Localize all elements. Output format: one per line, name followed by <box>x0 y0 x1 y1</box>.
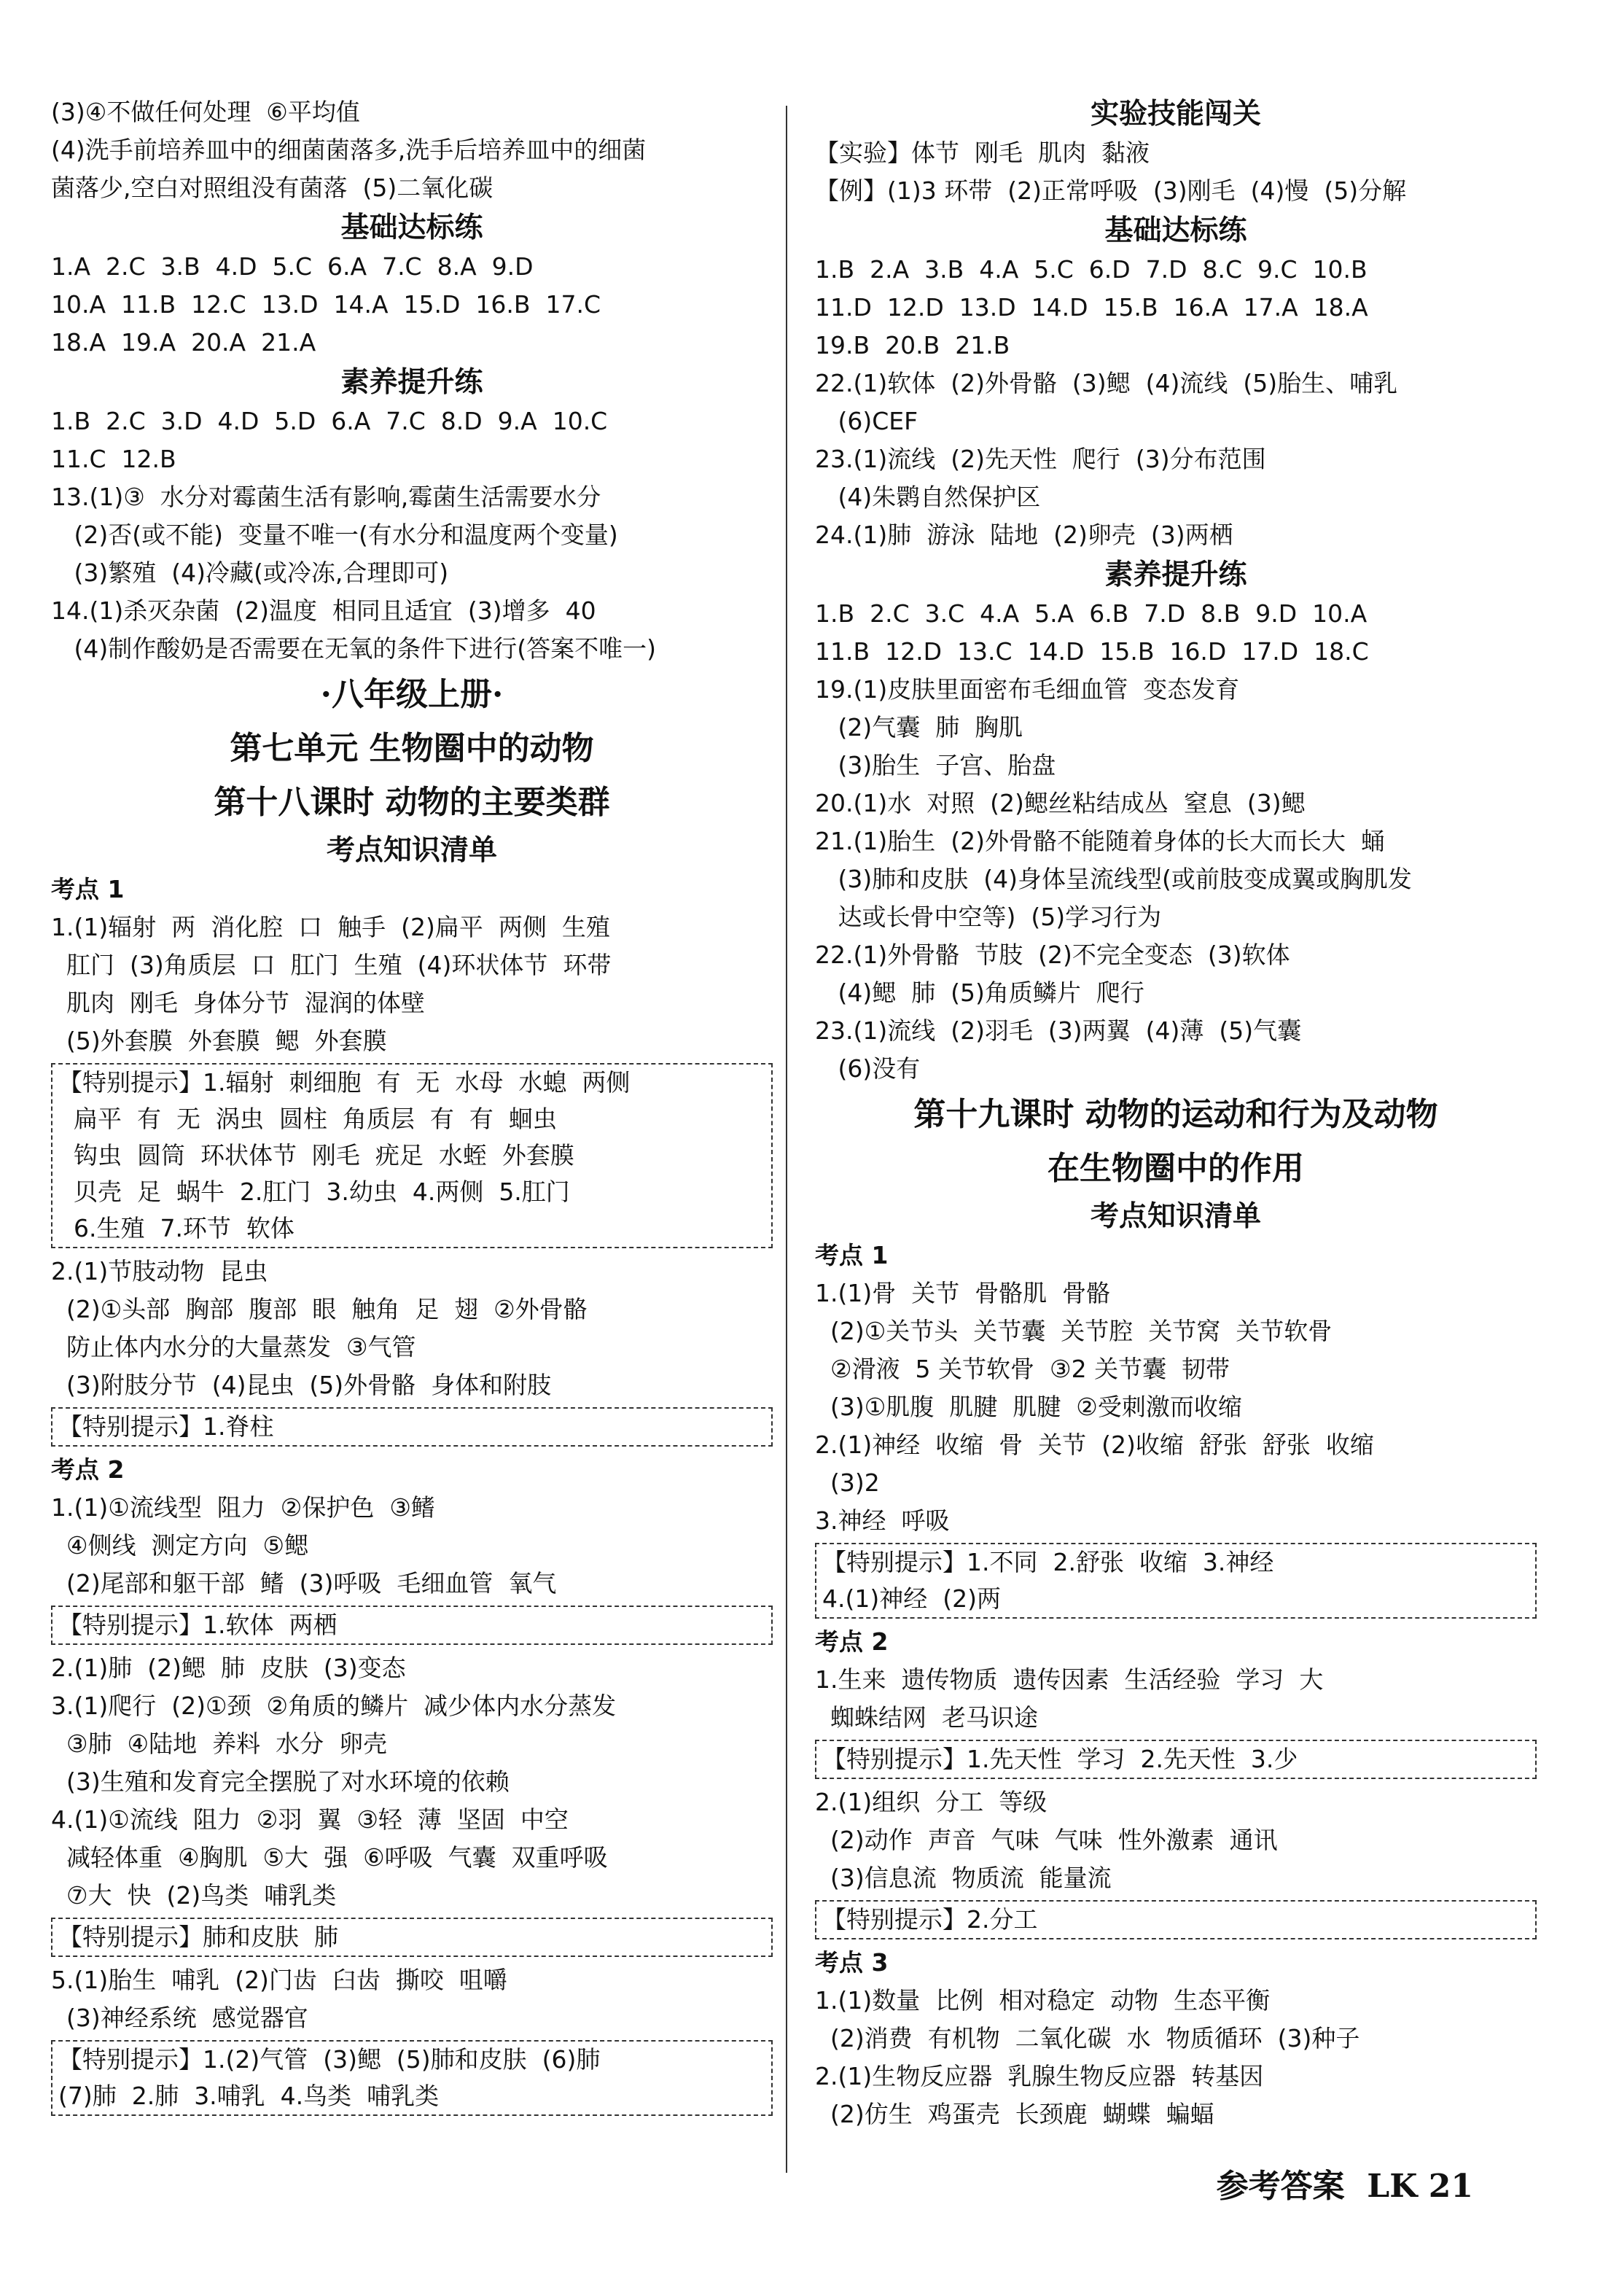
section-heading: 实验技能闯关 <box>1090 97 1261 131</box>
answer-line: 22.(1)软体 (2)外骨骼 (3)鳃 (4)流线 (5)胎生、哺乳 <box>815 369 1398 397</box>
answer-line: 23.(1)流线 (2)羽毛 (3)两翼 (4)薄 (5)气囊 <box>815 1016 1302 1045</box>
tip-line: 【特别提示】肺和皮肤 肺 <box>58 1923 338 1951</box>
answer-line: 1.(1)辐射 两 消化腔 口 触手 (2)扁平 两侧 生殖 <box>51 913 610 941</box>
answer-line: (2)尾部和躯干部 鳍 (3)呼吸 毛细血管 氧气 <box>51 1569 557 1598</box>
tip-line: 【特别提示】1.不同 2.舒张 收缩 3.神经 <box>822 1548 1274 1576</box>
answer-line: (6)没有 <box>815 1054 921 1083</box>
answer-line: ②滑液 5 关节软骨 ③2 关节囊 韧带 <box>815 1355 1230 1383</box>
answer-line: (2)①关节头 关节囊 关节腔 关节窝 关节软骨 <box>815 1317 1333 1345</box>
section-heading: 考点知识清单 <box>326 833 497 867</box>
answer-line: 2.(1)组织 分工 等级 <box>815 1788 1048 1816</box>
section-heading: 素养提升练 <box>340 365 483 399</box>
tip-box <box>815 1543 1537 1619</box>
section-heading: 在生物圈中的作用 <box>1048 1150 1304 1187</box>
answer-line: 【实验】体节 刚毛 肌肉 黏液 <box>815 139 1150 167</box>
answer-line: 1.(1)①流线型 阻力 ②保护色 ③鳍 <box>51 1493 435 1522</box>
answer-line: 14.(1)杀灭杂菌 (2)温度 相同且适宜 (3)增多 40 <box>51 596 596 625</box>
answer-line: 22.(1)外骨骼 节肢 (2)不完全变态 (3)软体 <box>815 941 1290 969</box>
tip-line: 贝壳 足 蜗牛 2.肛门 3.幼虫 4.两侧 5.肛门 <box>58 1178 570 1206</box>
answer-line: 蜘蛛结网 老马识途 <box>815 1703 1038 1732</box>
topic-label: 考点 1 <box>815 1241 889 1269</box>
answer-line: 1.(1)数量 比例 相对稳定 动物 生态平衡 <box>815 1986 1271 2015</box>
right-column <box>815 93 1537 2133</box>
answer-line: 2.(1)生物反应器 乳腺生物反应器 转基因 <box>815 2062 1264 2090</box>
tip-line: 【特别提示】1.先天性 学习 2.先天性 3.少 <box>822 1745 1298 1773</box>
section-heading: 第十九课时 动物的运动和行为及动物 <box>913 1096 1438 1133</box>
answer-line: (4)制作酸奶是否需要在无氧的条件下进行(答案不唯一) <box>51 634 656 663</box>
answer-line: (2)否(或不能) 变量不唯一(有水分和温度两个变量) <box>51 521 618 549</box>
tip-box <box>815 1740 1537 1779</box>
tip-line: 【特别提示】1.辐射 刺细胞 有 无 水母 水螅 两侧 <box>58 1068 631 1097</box>
answer-line: 1.B 2.C 3.C 4.A 5.A 6.B 7.D 8.B 9.D 10.A <box>815 599 1368 628</box>
section-heading: 考点知识清单 <box>1090 1199 1261 1233</box>
answer-line: (3)神经系统 感觉器官 <box>51 2004 308 2032</box>
section-heading: 第十八课时 动物的主要类群 <box>214 784 610 821</box>
tip-line: 【特别提示】1.软体 两栖 <box>58 1611 338 1639</box>
answer-line: 19.B 20.B 21.B <box>815 331 1010 359</box>
tip-line: 4.(1)神经 (2)两 <box>822 1584 1001 1613</box>
answer-line: 18.A 19.A 20.A 21.A <box>51 328 316 357</box>
page-footer: 参考答案 LK 21 <box>1216 2168 1473 2205</box>
answer-line: 13.(1)③ 水分对霉菌生活有影响,霉菌生活需要水分 <box>51 483 601 511</box>
answer-line: 1.B 2.C 3.D 4.D 5.D 6.A 7.C 8.D 9.A 10.C <box>51 407 608 435</box>
answer-line: (2)仿生 鸡蛋壳 长颈鹿 蝴蝶 蝙蝠 <box>815 2100 1214 2128</box>
answer-line: 防止体内水分的大量蒸发 ③气管 <box>51 1333 416 1361</box>
answer-line: 11.D 12.D 13.D 14.D 15.B 16.A 17.A 18.A <box>815 293 1368 322</box>
answer-line: ④侧线 测定方向 ⑤鳃 <box>51 1531 309 1560</box>
tip-box <box>815 1900 1537 1939</box>
answer-line: 4.(1)①流线 阻力 ②羽 翼 ③轻 薄 坚固 中空 <box>51 1805 569 1834</box>
answer-line: 2.(1)神经 收缩 骨 关节 (2)收缩 舒张 舒张 收缩 <box>815 1431 1374 1459</box>
answer-line: 21.(1)胎生 (2)外骨骼不能随着身体的长大而长大 蛹 <box>815 827 1385 855</box>
answer-line: (3)生殖和发育完全摆脱了对水环境的依赖 <box>51 1767 510 1796</box>
answer-line: 菌落少,空白对照组没有菌落 (5)二氧化碳 <box>51 174 493 202</box>
answer-line: 1.(1)骨 关节 骨骼肌 骨骼 <box>815 1279 1111 1307</box>
answer-line: (2)动作 声音 气味 气味 性外激素 通讯 <box>815 1826 1278 1854</box>
answer-line: 11.C 12.B <box>51 445 176 473</box>
answer-line: 减轻体重 ④胸肌 ⑤大 强 ⑥呼吸 气囊 双重呼吸 <box>51 1843 608 1872</box>
answer-line: 11.B 12.D 13.C 14.D 15.B 16.D 17.D 18.C <box>815 637 1369 666</box>
tip-line: 扁平 有 无 涡虫 圆柱 角质层 有 有 蛔虫 <box>58 1105 557 1133</box>
answer-line: 肌肉 刚毛 身体分节 湿润的体壁 <box>51 989 425 1017</box>
section-heading: 第七单元 生物圈中的动物 <box>230 730 594 767</box>
tip-box <box>51 2040 773 2116</box>
answer-line: 19.(1)皮肤里面密布毛细血管 变态发育 <box>815 675 1240 704</box>
tip-line: 6.生殖 7.环节 软体 <box>58 1214 294 1242</box>
answer-line: (2)气囊 肺 胸肌 <box>815 713 1023 742</box>
answer-line: ⑦大 快 (2)鸟类 哺乳类 <box>51 1881 337 1910</box>
answer-line: 肛门 (3)角质层 口 肛门 生殖 (4)环状体节 环带 <box>51 951 612 979</box>
answer-line: (5)外套膜 外套膜 鳃 外套膜 <box>51 1027 387 1055</box>
tip-box <box>51 1918 773 1957</box>
answer-line: (3)2 <box>815 1468 880 1497</box>
section-heading: ·八年级上册· <box>320 676 504 713</box>
tip-box <box>51 1407 773 1447</box>
answer-line: 2.(1)节肢动物 昆虫 <box>51 1257 268 1285</box>
answer-line: (3)胎生 子宫、胎盘 <box>815 751 1056 779</box>
answer-line: 3.神经 呼吸 <box>815 1506 950 1535</box>
answer-line: 1.生来 遗传物质 遗传因素 生活经验 学习 大 <box>815 1665 1324 1694</box>
tip-line: 【特别提示】1.脊柱 <box>58 1412 274 1441</box>
topic-label: 考点 2 <box>815 1627 889 1656</box>
answer-line: (3)肺和皮肤 (4)身体呈流线型(或前肢变成翼或胸肌发 <box>815 865 1412 893</box>
tip-line: 【特别提示】1.(2)气管 (3)鳃 (5)肺和皮肤 (6)肺 <box>58 2045 601 2074</box>
section-heading: 基础达标练 <box>1104 214 1247 247</box>
answer-line: (3)信息流 物质流 能量流 <box>815 1864 1112 1892</box>
answer-line: 1.B 2.A 3.B 4.A 5.C 6.D 7.D 8.C 9.C 10.B <box>815 255 1368 284</box>
answer-line: 10.A 11.B 12.C 13.D 14.A 15.D 16.B 17.C <box>51 290 601 319</box>
answer-line: ③肺 ④陆地 养料 水分 卵壳 <box>51 1729 388 1758</box>
answer-line: 达或长骨中空等) (5)学习行为 <box>815 903 1162 931</box>
answer-line: (6)CEF <box>815 407 918 435</box>
answer-line: (3)①肌腹 肌腱 肌腱 ②受刺激而收缩 <box>815 1393 1242 1421</box>
answer-line: 24.(1)肺 游泳 陆地 (2)卵壳 (3)两栖 <box>815 521 1233 549</box>
answer-line: (3)繁殖 (4)冷藏(或冷冻,合理即可) <box>51 559 449 587</box>
answer-line: 1.A 2.C 3.B 4.D 5.C 6.A 7.C 8.A 9.D <box>51 252 534 281</box>
answer-line: (4)朱鹮自然保护区 <box>815 483 1041 511</box>
tip-line: 钩虫 圆筒 环状体节 刚毛 疣足 水蛭 外套膜 <box>58 1141 574 1170</box>
left-column <box>51 93 773 2120</box>
answer-line: (2)消费 有机物 二氧化碳 水 物质循环 (3)种子 <box>815 2024 1360 2052</box>
topic-label: 考点 3 <box>815 1948 889 1977</box>
answer-line: 23.(1)流线 (2)先天性 爬行 (3)分布范围 <box>815 445 1266 473</box>
answer-line: (3)附肢分节 (4)昆虫 (5)外骨骼 身体和附肢 <box>51 1371 552 1399</box>
column-divider <box>786 106 787 2173</box>
section-heading: 基础达标练 <box>340 211 483 244</box>
tip-line: 【特别提示】2.分工 <box>822 1905 1038 1934</box>
answer-line: 【例】(1)3 环带 (2)正常呼吸 (3)刚毛 (4)慢 (5)分解 <box>815 176 1407 205</box>
tip-line: (7)肺 2.肺 3.哺乳 4.鸟类 哺乳类 <box>58 2082 440 2110</box>
answer-line: (4)鳃 肺 (5)角质鳞片 爬行 <box>815 978 1144 1007</box>
answer-line: 2.(1)肺 (2)鳃 肺 皮肤 (3)变态 <box>51 1654 406 1682</box>
tip-box <box>51 1063 773 1248</box>
answer-line: (4)洗手前培养皿中的细菌菌落多,洗手后培养皿中的细菌 <box>51 136 647 164</box>
answer-line: 20.(1)水 对照 (2)鳃丝粘结成丛 窒息 (3)鳃 <box>815 789 1306 817</box>
answer-line: 5.(1)胎生 哺乳 (2)门齿 臼齿 撕咬 咀嚼 <box>51 1966 507 1994</box>
answer-line: (2)①头部 胸部 腹部 眼 触角 足 翅 ②外骨骼 <box>51 1295 588 1323</box>
section-heading: 素养提升练 <box>1104 558 1247 591</box>
tip-box <box>51 1606 773 1645</box>
answer-line: (3)④不做任何处理 ⑥平均值 <box>51 98 360 126</box>
topic-label: 考点 2 <box>51 1455 125 1484</box>
topic-label: 考点 1 <box>51 875 125 903</box>
answer-line: 3.(1)爬行 (2)①颈 ②角质的鳞片 减少体内水分蒸发 <box>51 1692 617 1720</box>
